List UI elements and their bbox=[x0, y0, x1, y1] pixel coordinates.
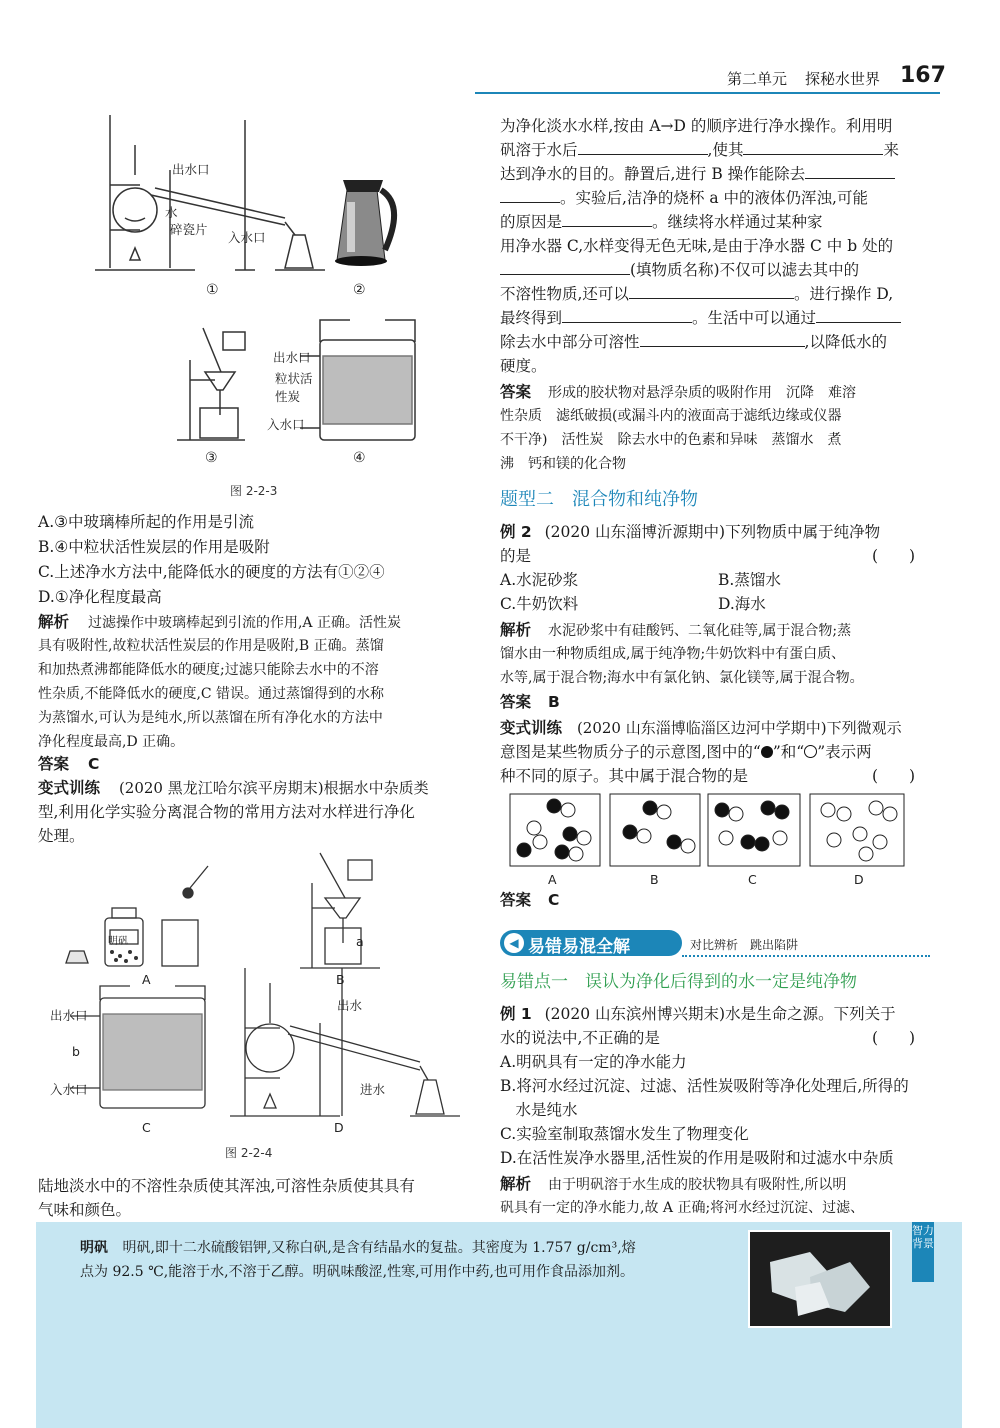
variant-label: 变式训练 bbox=[38, 779, 101, 797]
ex2-analysis-line-1 bbox=[500, 618, 851, 643]
var2-text-2a: 意图是某些物质分子的示意图,图中的“ bbox=[500, 743, 761, 761]
ex2-line-1 bbox=[500, 520, 880, 544]
q10-b: ,以降低水的 bbox=[804, 333, 887, 351]
empty-circle-icon bbox=[804, 745, 817, 758]
analysis-line-4: 性杂质,不能降低水的硬度,C 错误。通过蒸馏得到的水称 bbox=[38, 686, 385, 702]
box-letter-a: A bbox=[548, 872, 557, 887]
analysis-line-1 bbox=[38, 610, 401, 635]
q-line-10 bbox=[500, 330, 887, 354]
header-unit: 第二单元 bbox=[727, 70, 788, 88]
var2-line-2 bbox=[500, 740, 872, 764]
var2-answer-line bbox=[500, 888, 559, 912]
blank-9[interactable] bbox=[640, 330, 805, 347]
header-rule bbox=[475, 92, 940, 94]
option-a: A.③中玻璃棒所起的作用是引流 bbox=[38, 513, 255, 531]
q9-b: 。生活中可以通过 bbox=[692, 309, 817, 327]
label-a: a bbox=[356, 934, 364, 949]
analysis-line-2: 具有吸附性,故粒状活性炭层的作用是吸附,B 正确。蒸馏 bbox=[38, 638, 384, 654]
q-line-4 bbox=[500, 186, 868, 210]
ex1-analysis-line-2: 矾具有一定的净水能力,故 A 正确;将河水经过沉淀、过滤、 bbox=[500, 1200, 865, 1216]
q2-a: 矾溶于水后 bbox=[500, 141, 578, 159]
label-carbon: 粒状活 性炭 bbox=[275, 371, 313, 404]
ex2-analysis-text-1: 水泥砂浆中有硅酸钙、二氧化硅等,属于混合物;蒸 bbox=[547, 623, 852, 639]
q-line-11: 硬度。 bbox=[500, 357, 547, 375]
option-d: D.①净化程度最高 bbox=[38, 588, 162, 606]
q3-a: 达到净水的目的。静置后,进行 B 操作能除去 bbox=[500, 165, 806, 183]
note-line-1 bbox=[80, 1236, 636, 1260]
label-d-inlet: 进水 bbox=[360, 1082, 386, 1097]
figure-caption-224: 图 2-2-4 bbox=[225, 1146, 273, 1160]
alum-crystal-drawing bbox=[750, 1232, 890, 1326]
q-line-6: 用净水器 C,水样变得无色无味,是由于净水器 C 中 b 处的 bbox=[500, 237, 894, 255]
topic-2-title: 题型二 混合物和纯净物 bbox=[500, 489, 698, 510]
ex2-option-d[interactable]: D.海水 bbox=[718, 595, 766, 613]
banner-subtitle: 对比辨析 跳出陷阱 bbox=[690, 938, 799, 952]
answer-label: 答案 bbox=[38, 755, 70, 773]
q-line-9 bbox=[500, 306, 901, 330]
ex2-bracket: ( ) bbox=[872, 547, 916, 565]
q-line-3 bbox=[500, 162, 895, 186]
q8-b: 。进行操作 D, bbox=[793, 285, 894, 303]
label-inlet-4: 入水口 bbox=[267, 417, 305, 432]
q8-a: 不溶性物质,还可以 bbox=[500, 285, 629, 303]
blank-3b[interactable] bbox=[500, 186, 560, 203]
molecule-boxes-drawing bbox=[508, 792, 908, 892]
speaker-icon: ◀ bbox=[504, 933, 524, 953]
ex1-option-c[interactable]: C.实验室制取蒸馏水发生了物理变化 bbox=[500, 1125, 749, 1143]
alum-photo bbox=[748, 1230, 892, 1328]
figure-2-2-4-drawing bbox=[50, 848, 470, 1163]
analysis-line-5: 为蒸馏水,可认为是纯水,所以蒸馏在所有净化水的方法中 bbox=[38, 710, 383, 726]
ex1-option-d[interactable]: D.在活性炭净水器里,活性炭的作用是吸附和过滤水中杂质 bbox=[500, 1149, 894, 1167]
ex1-analysis-line-1 bbox=[500, 1172, 846, 1197]
var2-answer-label: 答案 bbox=[500, 891, 532, 909]
ex2-option-c[interactable]: C.牛奶饮料 bbox=[500, 595, 579, 613]
page-number: 167 bbox=[900, 63, 946, 88]
label-b: b bbox=[72, 1044, 80, 1059]
ex2-option-a[interactable]: A.水泥砂浆 bbox=[500, 571, 579, 589]
banner-title: 易错易混全解 bbox=[528, 937, 630, 957]
blank-7[interactable] bbox=[562, 306, 692, 323]
fig-num-4: ④ bbox=[353, 450, 366, 466]
ex1-line-1 bbox=[500, 1002, 896, 1026]
var2-text-2c: ”表示两 bbox=[817, 743, 872, 761]
fig224-letter-c: C bbox=[142, 1120, 151, 1135]
ex2-label: 例 2 bbox=[500, 523, 532, 541]
page-header bbox=[0, 60, 1000, 100]
fig224-letter-a: A bbox=[142, 972, 151, 987]
ex2-line-2: 的是 bbox=[500, 547, 532, 565]
ex1-analysis-label: 解析 bbox=[500, 1175, 532, 1193]
blank-2[interactable] bbox=[743, 138, 883, 155]
q9-a: 最终得到 bbox=[500, 309, 563, 327]
var2-text-1: (2020 山东淄博临淄区边河中学期中)下列微观示 bbox=[576, 719, 902, 737]
banner-dotted-rule bbox=[682, 955, 930, 957]
analysis-label: 解析 bbox=[38, 613, 70, 631]
figure-caption-223: 图 2-2-3 bbox=[230, 484, 278, 498]
fig224-letter-b: B bbox=[336, 972, 345, 987]
ex2-answer-value: B bbox=[547, 693, 560, 711]
answer-value: C bbox=[87, 755, 100, 773]
knowledge-note bbox=[36, 1222, 962, 1428]
fig224-letter-d: D bbox=[334, 1120, 344, 1135]
q-line-8 bbox=[500, 282, 893, 306]
ex1-bracket: ( ) bbox=[872, 1029, 916, 1047]
r-answer-line-1 bbox=[500, 380, 856, 405]
blank-6[interactable] bbox=[629, 282, 794, 299]
blank-4[interactable] bbox=[562, 210, 652, 227]
note-text-1: 明矾,即十二水硫酸铝钾,又称白矾,是含有结晶水的复盐。其密度为 1.757 g/cm³,熔 bbox=[122, 1240, 636, 1256]
label-outlet-1: 出水口 bbox=[172, 162, 210, 177]
label-alum: 明矾 bbox=[108, 936, 128, 947]
label-d-outlet: 出水 bbox=[337, 998, 363, 1013]
q-line-5 bbox=[500, 210, 823, 234]
r-answer-line-3: 不干净) 活性炭 除去水中的色素和异味 蒸馏水 煮 bbox=[500, 432, 842, 448]
variant-line-2: 型,利用化学实验分离混合物的常用方法对水样进行净化 bbox=[38, 803, 415, 821]
analysis-line-3: 和加热煮沸都能降低水的硬度;过滤只能除去水中的不溶 bbox=[38, 662, 379, 678]
blank-8[interactable] bbox=[816, 306, 901, 323]
blank-3[interactable] bbox=[805, 162, 895, 179]
label-c-inlet: 入水口 bbox=[50, 1082, 88, 1097]
r-answer-label: 答案 bbox=[500, 383, 532, 401]
after-line-1: 陆地淡水中的不溶性杂质使其浑浊,可溶性杂质使其具有 bbox=[38, 1177, 415, 1195]
q2-c: 来 bbox=[883, 141, 899, 159]
q-line-2 bbox=[500, 138, 899, 162]
error-banner bbox=[500, 928, 930, 960]
ex2-analysis-label: 解析 bbox=[500, 621, 532, 639]
var2-line-1 bbox=[500, 716, 902, 740]
var2-line-3: 种不同的原子。其中属于混合物的是 bbox=[500, 767, 749, 785]
r-answer-line-4: 沸 钙和镁的化合物 bbox=[500, 456, 626, 472]
filled-circle-icon bbox=[761, 746, 773, 758]
var2-text-2b: ”和“ bbox=[772, 743, 805, 761]
ex2-analysis-line-3: 水等,属于混合物;海水中有氯化钠、氯化镁等,属于混合物。 bbox=[500, 670, 864, 686]
analysis-line-6: 净化程度最高,D 正确。 bbox=[38, 734, 185, 750]
label-water: 水 bbox=[165, 205, 178, 220]
fig-num-1: ① bbox=[206, 282, 219, 298]
q-line-7 bbox=[500, 258, 859, 282]
ex1-label: 例 1 bbox=[500, 1005, 532, 1023]
note-tag-text: 智力背景 bbox=[912, 1224, 934, 1250]
variant-line-1 bbox=[38, 776, 429, 800]
note-tag bbox=[912, 1222, 934, 1282]
ex2-analysis-line-2: 馏水由一种物质组成,属于纯净物;牛奶饮料中有蛋白质、 bbox=[500, 646, 846, 662]
fig-num-3: ③ bbox=[205, 450, 218, 466]
box-letter-c: C bbox=[748, 872, 757, 887]
label-inlet-1: 入水口 bbox=[228, 230, 266, 245]
r-answer-text-1: 形成的胶状物对悬浮杂质的吸附作用 沉降 难溶 bbox=[547, 385, 856, 401]
variant-text-1: (2020 黑龙江哈尔滨平房期末)根据水中杂质类 bbox=[118, 779, 429, 797]
ex1-text-1: (2020 山东滨州博兴期末)水是生命之源。下列关于 bbox=[544, 1005, 896, 1023]
option-b: B.④中粒状活性炭层的作用是吸附 bbox=[38, 538, 270, 556]
ex1-analysis-text-1: 由于明矾溶于水生成的胶状物具有吸附性,所以明 bbox=[547, 1177, 847, 1193]
box-letter-b: B bbox=[650, 872, 659, 887]
box-letter-d: D bbox=[854, 872, 864, 887]
ex2-answer-line bbox=[500, 690, 560, 714]
figure-2-2-4 bbox=[50, 848, 470, 1163]
ex1-line-2: 水的说法中,不正确的是 bbox=[500, 1029, 660, 1047]
q-line-1: 为净化淡水水样,按由 A→D 的顺序进行净水操作。利用明 bbox=[500, 117, 893, 135]
ex1-option-b-cont: 水是纯水 bbox=[500, 1101, 578, 1119]
q10-a: 除去水中部分可溶性 bbox=[500, 333, 640, 351]
q2-b: ,使其 bbox=[707, 141, 744, 159]
answer-line bbox=[38, 752, 99, 776]
option-c: C.上述净水方法中,能降低水的硬度的方法有①②④ bbox=[38, 563, 385, 581]
q5-a: 的原因是 bbox=[500, 213, 563, 231]
ex2-option-b[interactable]: B.蒸馏水 bbox=[718, 571, 781, 589]
q7-b: (填物质名称)不仅可以滤去其中的 bbox=[630, 261, 860, 279]
variant-line-3: 处理。 bbox=[38, 827, 85, 845]
blank-1[interactable] bbox=[578, 138, 708, 155]
fig-num-2: ② bbox=[353, 282, 366, 298]
figure-2-2-3 bbox=[85, 110, 465, 500]
label-chips: 碎瓷片 bbox=[170, 222, 208, 237]
analysis-text-1: 过滤操作中玻璃棒起到引流的作用,A 正确。活性炭 bbox=[87, 615, 401, 631]
ex2-answer-label: 答案 bbox=[500, 693, 532, 711]
ex1-option-b[interactable]: B.将河水经过沉淀、过滤、活性炭吸附等净化处理后,所得的 bbox=[500, 1077, 909, 1095]
figure-2-2-3-drawing bbox=[85, 110, 465, 500]
var2-label: 变式训练 bbox=[500, 719, 563, 737]
var2-bracket: ( ) bbox=[872, 767, 916, 785]
molecule-boxes bbox=[508, 792, 908, 892]
note-title: 明矾 bbox=[80, 1240, 108, 1256]
q4-a: 。实验后,洁净的烧杯 a 中的液体仍浑浊,可能 bbox=[560, 189, 868, 207]
note-line-2: 点为 92.5 ℃,能溶于水,不溶于乙醇。明矾味酸涩,性寒,可用作中药,也可用作食品添加剂。 bbox=[80, 1264, 634, 1280]
blank-5[interactable] bbox=[500, 258, 630, 275]
r-answer-line-2: 性杂质 滤纸破损(或漏斗内的液面高于滤纸边缘或仪器 bbox=[500, 408, 842, 424]
after-line-2: 气味和颜色。 bbox=[38, 1201, 132, 1219]
ex2-text-1: (2020 山东淄博沂源期中)下列物质中属于纯净物 bbox=[544, 523, 881, 541]
label-c-outlet: 出水口 bbox=[50, 1008, 88, 1023]
mistake-1-title: 易错点一 误认为净化后得到的水一定是纯净物 bbox=[500, 972, 857, 992]
q5-b: 。继续将水样通过某种家 bbox=[652, 213, 823, 231]
var2-answer-value: C bbox=[547, 891, 560, 909]
header-title: 探秘水世界 bbox=[805, 70, 881, 88]
label-outlet-4: 出水口 bbox=[273, 350, 311, 365]
ex1-option-a[interactable]: A.明矾具有一定的净水能力 bbox=[500, 1053, 687, 1071]
